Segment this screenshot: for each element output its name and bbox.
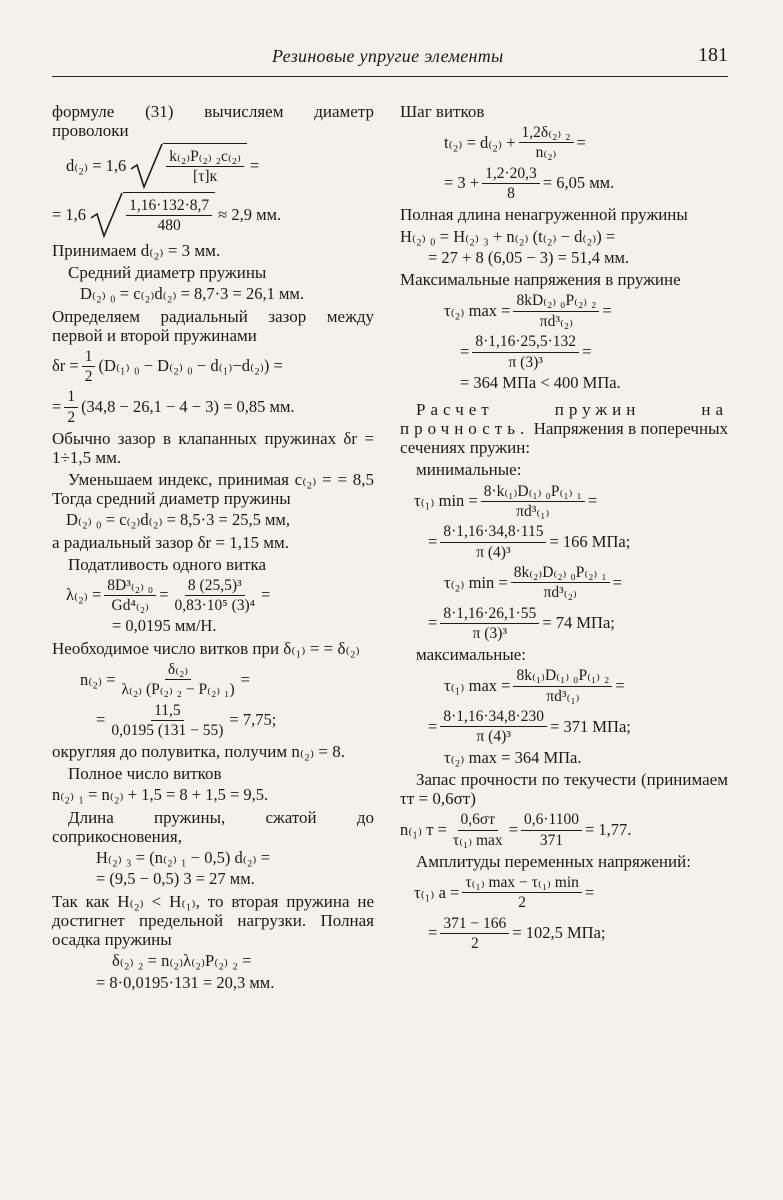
- formula-tail: ≈ 2,9 мм.: [218, 204, 282, 224]
- formula: [400, 811, 728, 849]
- denominator: πd³₍₂₎: [539, 312, 574, 330]
- paragraph: Необходимое число витков при δ₍₁₎ = = δ₍₂₎: [52, 638, 360, 658]
- denominator: πd³₍₂₎: [543, 584, 577, 602]
- right-column: [400, 102, 728, 956]
- fraction: [440, 523, 546, 561]
- formula-tail: =: [587, 491, 598, 511]
- left-column: [52, 102, 374, 995]
- formula-tail: =: [240, 669, 250, 689]
- spaced-heading: Расчет пружин на прочность.: [400, 400, 728, 439]
- formula: [400, 564, 728, 602]
- formula-lhs: =: [428, 613, 438, 633]
- fraction: [126, 197, 212, 235]
- formula-equals: =: [508, 820, 518, 839]
- radical: [89, 192, 215, 238]
- paragraph: Амплитуды переменных напряжений:: [416, 852, 691, 872]
- paragraph: Полная длина ненагруженной пружины: [400, 205, 688, 225]
- numerator: 0,6σт: [458, 811, 499, 830]
- paragraph: формуле (31) вычисляем диаметр проволоки: [52, 102, 374, 141]
- running-header: [52, 44, 728, 77]
- formula: [52, 143, 374, 189]
- formula: [400, 333, 728, 371]
- numerator: 1,16·132·8,7: [126, 197, 212, 216]
- formula: = (9,5 − 0,5) 3 = 27 мм.: [96, 869, 255, 889]
- paragraph: Податливость одного витка: [68, 554, 267, 574]
- paragraph: Обычно зазор в клапанных пружинах δr = 1÷1,5 мм.: [52, 429, 374, 468]
- denominator: 371: [539, 831, 564, 849]
- formula: [400, 124, 728, 162]
- formula: [52, 577, 374, 615]
- formula-lhs: = 3 +: [444, 173, 480, 193]
- formula: H₍₂₎ ₃ = (n₍₂₎ ₁ − 0,5) d₍₂₎ =: [96, 848, 271, 867]
- formula: [400, 915, 728, 953]
- formula-tail: =: [584, 882, 595, 902]
- formula: [400, 874, 728, 912]
- numerator: 0,6·1100: [521, 811, 582, 830]
- formula-tail: =: [602, 301, 612, 321]
- radical-sign: [89, 192, 123, 238]
- numerator: 8k₍₁₎D₍₁₎ ₀P₍₁₎ ₂: [513, 667, 612, 686]
- formula: [400, 292, 728, 330]
- denominator: 2: [470, 935, 479, 953]
- formula: = 0,0195 мм/Н.: [112, 616, 217, 636]
- formula: D₍₂₎ ₀ = c₍₂₎d₍₂₎ = 8,5·3 = 25,5 мм,: [66, 510, 290, 530]
- fraction: [104, 577, 156, 615]
- radical-sign: [129, 143, 163, 189]
- formula-lhs: =: [96, 710, 106, 730]
- formula-tail: =: [582, 341, 592, 361]
- denominator: π (4)³: [476, 728, 511, 746]
- radical: [129, 143, 247, 189]
- fraction: [481, 483, 585, 521]
- formula: [52, 702, 374, 740]
- formula: [400, 523, 728, 561]
- formula-lhs: =: [460, 341, 470, 361]
- numerator: 8kD₍₂₎ ₀P₍₂₎ ₂: [513, 292, 599, 311]
- numerator: 8 (25,5)³: [185, 577, 245, 596]
- formula: = 8·0,0195·131 = 20,3 мм.: [96, 972, 275, 992]
- denominator: λ₍₂₎ (P₍₂₎ ₂ − P₍₂₎ ₁): [121, 681, 235, 699]
- denominator: 2: [67, 408, 76, 426]
- formula-tail: = 74 МПа;: [542, 613, 615, 633]
- paragraph: округляя до полувитка, получим n₍₂₎ = 8.: [52, 742, 346, 762]
- formula-tail: =: [615, 676, 625, 696]
- denominator: 480: [157, 217, 181, 235]
- formula-tail: =: [612, 572, 622, 592]
- fraction: [119, 661, 238, 699]
- formula-lhs: =: [428, 716, 438, 736]
- numerator: 371 − 166: [440, 915, 509, 934]
- denominator: Gd⁴₍₂₎: [111, 597, 149, 615]
- fraction: [440, 915, 509, 953]
- denominator: 8: [507, 185, 515, 203]
- numerator: 1,2·20,3: [482, 165, 540, 184]
- formula-lhs: τ₍₂₎ min =: [444, 572, 508, 592]
- denominator: π (3)³: [472, 625, 508, 643]
- paragraph: Средний диаметр пружины: [68, 263, 267, 283]
- numerator: 8·k₍₁₎D₍₁₎ ₀P₍₁₎ ₁: [481, 483, 585, 502]
- formula: δ₍₂₎ ₂ = n₍₂₎λ₍₂₎P₍₂₎ ₂ =: [112, 951, 252, 971]
- formula-lhs: n₍₂₎ =: [80, 669, 116, 689]
- formula-lhs: n₍₁₎ т =: [400, 820, 447, 839]
- numerator: 1: [82, 348, 96, 367]
- denominator: πd³₍₁₎: [546, 687, 580, 705]
- formula-tail: = 1,77.: [584, 820, 632, 839]
- denominator: π (3)³: [508, 353, 543, 371]
- formula: [52, 661, 374, 699]
- formula-tail: (34,8 − 26,1 − 4 − 3) = 0,85 мм.: [81, 397, 295, 416]
- formula-lhs: τ₍₂₎ max =: [444, 301, 511, 321]
- formula-lhs: τ₍₁₎ a =: [414, 882, 460, 902]
- fraction: [82, 348, 96, 386]
- numerator: δ₍₂₎: [165, 661, 191, 680]
- fraction: [462, 874, 582, 912]
- paragraph: Уменьшаем индекс, принимая c₍₂₎ = = 8,5 Тогда средний диаметр пружины: [52, 470, 374, 509]
- denominator: [τ]к: [193, 168, 218, 186]
- numerator: k₍₂₎P₍₂₎ ₂c₍₂₎: [166, 148, 244, 167]
- formula-tail: = 166 МПа;: [549, 531, 631, 551]
- formula-lhs: =: [428, 531, 438, 551]
- formula-lhs: =: [52, 397, 62, 416]
- formula: τ₍₂₎ max = 364 МПа.: [444, 747, 582, 767]
- paragraph: Длина пружины, сжатой до соприкосновения,: [52, 807, 374, 846]
- paragraph-text: Напряжения в поперечных сечениях пружин:: [400, 419, 728, 458]
- paragraph: Определяем радиальный зазор между первой и второй пружинами: [52, 306, 374, 345]
- fraction: [482, 165, 540, 203]
- formula-tail: = 6,05 мм.: [542, 173, 615, 193]
- formula: n₍₂₎ ₁ = n₍₂₎ + 1,5 = 8 + 1,5 = 9,5.: [52, 785, 269, 805]
- formula-lhs: t₍₂₎ = d₍₂₎ +: [444, 132, 516, 152]
- formula: [400, 667, 728, 705]
- formula: [400, 483, 728, 521]
- paragraph: Максимальные напряжения в пружине: [400, 270, 681, 290]
- paragraph: Так как H₍₂₎ < H₍₁₎, то вторая пружина не достигнет предельной нагрузки. Полная осадка пружины: [52, 891, 374, 949]
- formula-lhs: = 1,6: [52, 204, 87, 224]
- numerator: 8·1,16·34,8·230: [440, 708, 547, 727]
- paragraph: Шаг витков: [400, 102, 485, 121]
- paragraph: Полное число витков: [68, 764, 222, 784]
- denominator: n₍₂₎: [535, 144, 557, 162]
- paragraph: минимальные:: [416, 460, 522, 480]
- fraction: [513, 292, 599, 330]
- numerator: 8D³₍₂₎ ₀: [104, 577, 156, 596]
- formula: [400, 165, 728, 203]
- fraction: [511, 564, 610, 602]
- running-title: Резиновые упругие элементы: [272, 46, 504, 66]
- numerator: 8k₍₂₎D₍₂₎ ₀P₍₂₎ ₁: [511, 564, 610, 583]
- numerator: 1,2δ₍₂₎ ₂: [519, 124, 574, 143]
- denominator: 2: [518, 894, 527, 912]
- denominator: πd³₍₁₎: [516, 502, 550, 520]
- denominator: π (4)³: [476, 543, 511, 561]
- numerator: τ₍₁₎ max − τ₍₁₎ min: [462, 874, 582, 893]
- denominator: τ₍₁₎ max: [452, 831, 503, 849]
- formula-lhs: τ₍₁₎ min =: [414, 491, 478, 511]
- formula: [52, 388, 374, 426]
- fraction: [64, 388, 78, 426]
- formula-tail: =: [249, 155, 260, 175]
- formula: = 27 + 8 (6,05 − 3) = 51,4 мм.: [428, 247, 630, 267]
- formula: [52, 348, 374, 386]
- formula: D₍₂₎ ₀ = c₍₂₎d₍₂₎ = 8,7·3 = 26,1 мм.: [80, 284, 304, 304]
- formula-equals: =: [159, 585, 169, 605]
- fraction: [521, 811, 582, 849]
- numerator: 8·1,16·25,5·132: [472, 333, 579, 352]
- formula-tail: (D₍₁₎ ₀ − D₍₂₎ ₀ − d₍₁₎−d₍₂₎) =: [98, 356, 283, 376]
- paragraph: максимальные:: [416, 645, 527, 665]
- numerator: 1: [64, 388, 78, 407]
- formula-lhs: λ₍₂₎ =: [66, 585, 102, 605]
- fraction: [172, 577, 259, 615]
- fraction: [166, 148, 244, 186]
- paragraph: а радиальный зазор δr = 1,15 мм.: [52, 532, 290, 552]
- numerator: 8·1,16·34,8·115: [440, 523, 546, 542]
- formula-lhs: d₍₂₎ = 1,6: [66, 155, 127, 175]
- formula: H₍₂₎ ₀ = H₍₂₎ ₃ + n₍₂₎ (t₍₂₎ − d₍₂₎) =: [400, 226, 616, 246]
- page-number: 181: [698, 44, 728, 66]
- denominator: 0,0195 (131 − 55): [111, 722, 224, 740]
- paragraph: [400, 400, 728, 457]
- formula-tail: = 102,5 МПа;: [512, 923, 606, 943]
- formula-tail: =: [261, 585, 271, 605]
- fraction: [440, 605, 539, 643]
- formula: [52, 192, 374, 238]
- numerator: 11,5: [151, 702, 184, 721]
- formula-lhs: δr =: [52, 356, 79, 376]
- formula-tail: = 371 МПа;: [550, 716, 631, 736]
- formula-lhs: τ₍₁₎ max =: [444, 676, 511, 696]
- formula-lhs: =: [428, 923, 438, 943]
- fraction: [450, 811, 506, 849]
- paragraph: Принимаем d₍₂₎ = 3 мм.: [52, 241, 221, 261]
- paragraph: Запас прочности по текучести (принимаем τт = 0,6σт): [400, 770, 728, 809]
- fraction: [440, 708, 547, 746]
- formula: [400, 605, 728, 643]
- fraction: [472, 333, 579, 371]
- fraction: [519, 124, 574, 162]
- formula-tail: =: [576, 132, 586, 152]
- numerator: 8·1,16·26,1·55: [440, 605, 539, 624]
- fraction: [513, 667, 612, 705]
- formula-tail: = 7,75;: [229, 710, 277, 730]
- fraction: [108, 702, 226, 740]
- formula: = 364 МПа < 400 МПа.: [460, 372, 621, 392]
- denominator: 2: [84, 368, 93, 386]
- denominator: 0,83·10⁵ (3)⁴: [174, 597, 256, 615]
- formula: [400, 708, 728, 746]
